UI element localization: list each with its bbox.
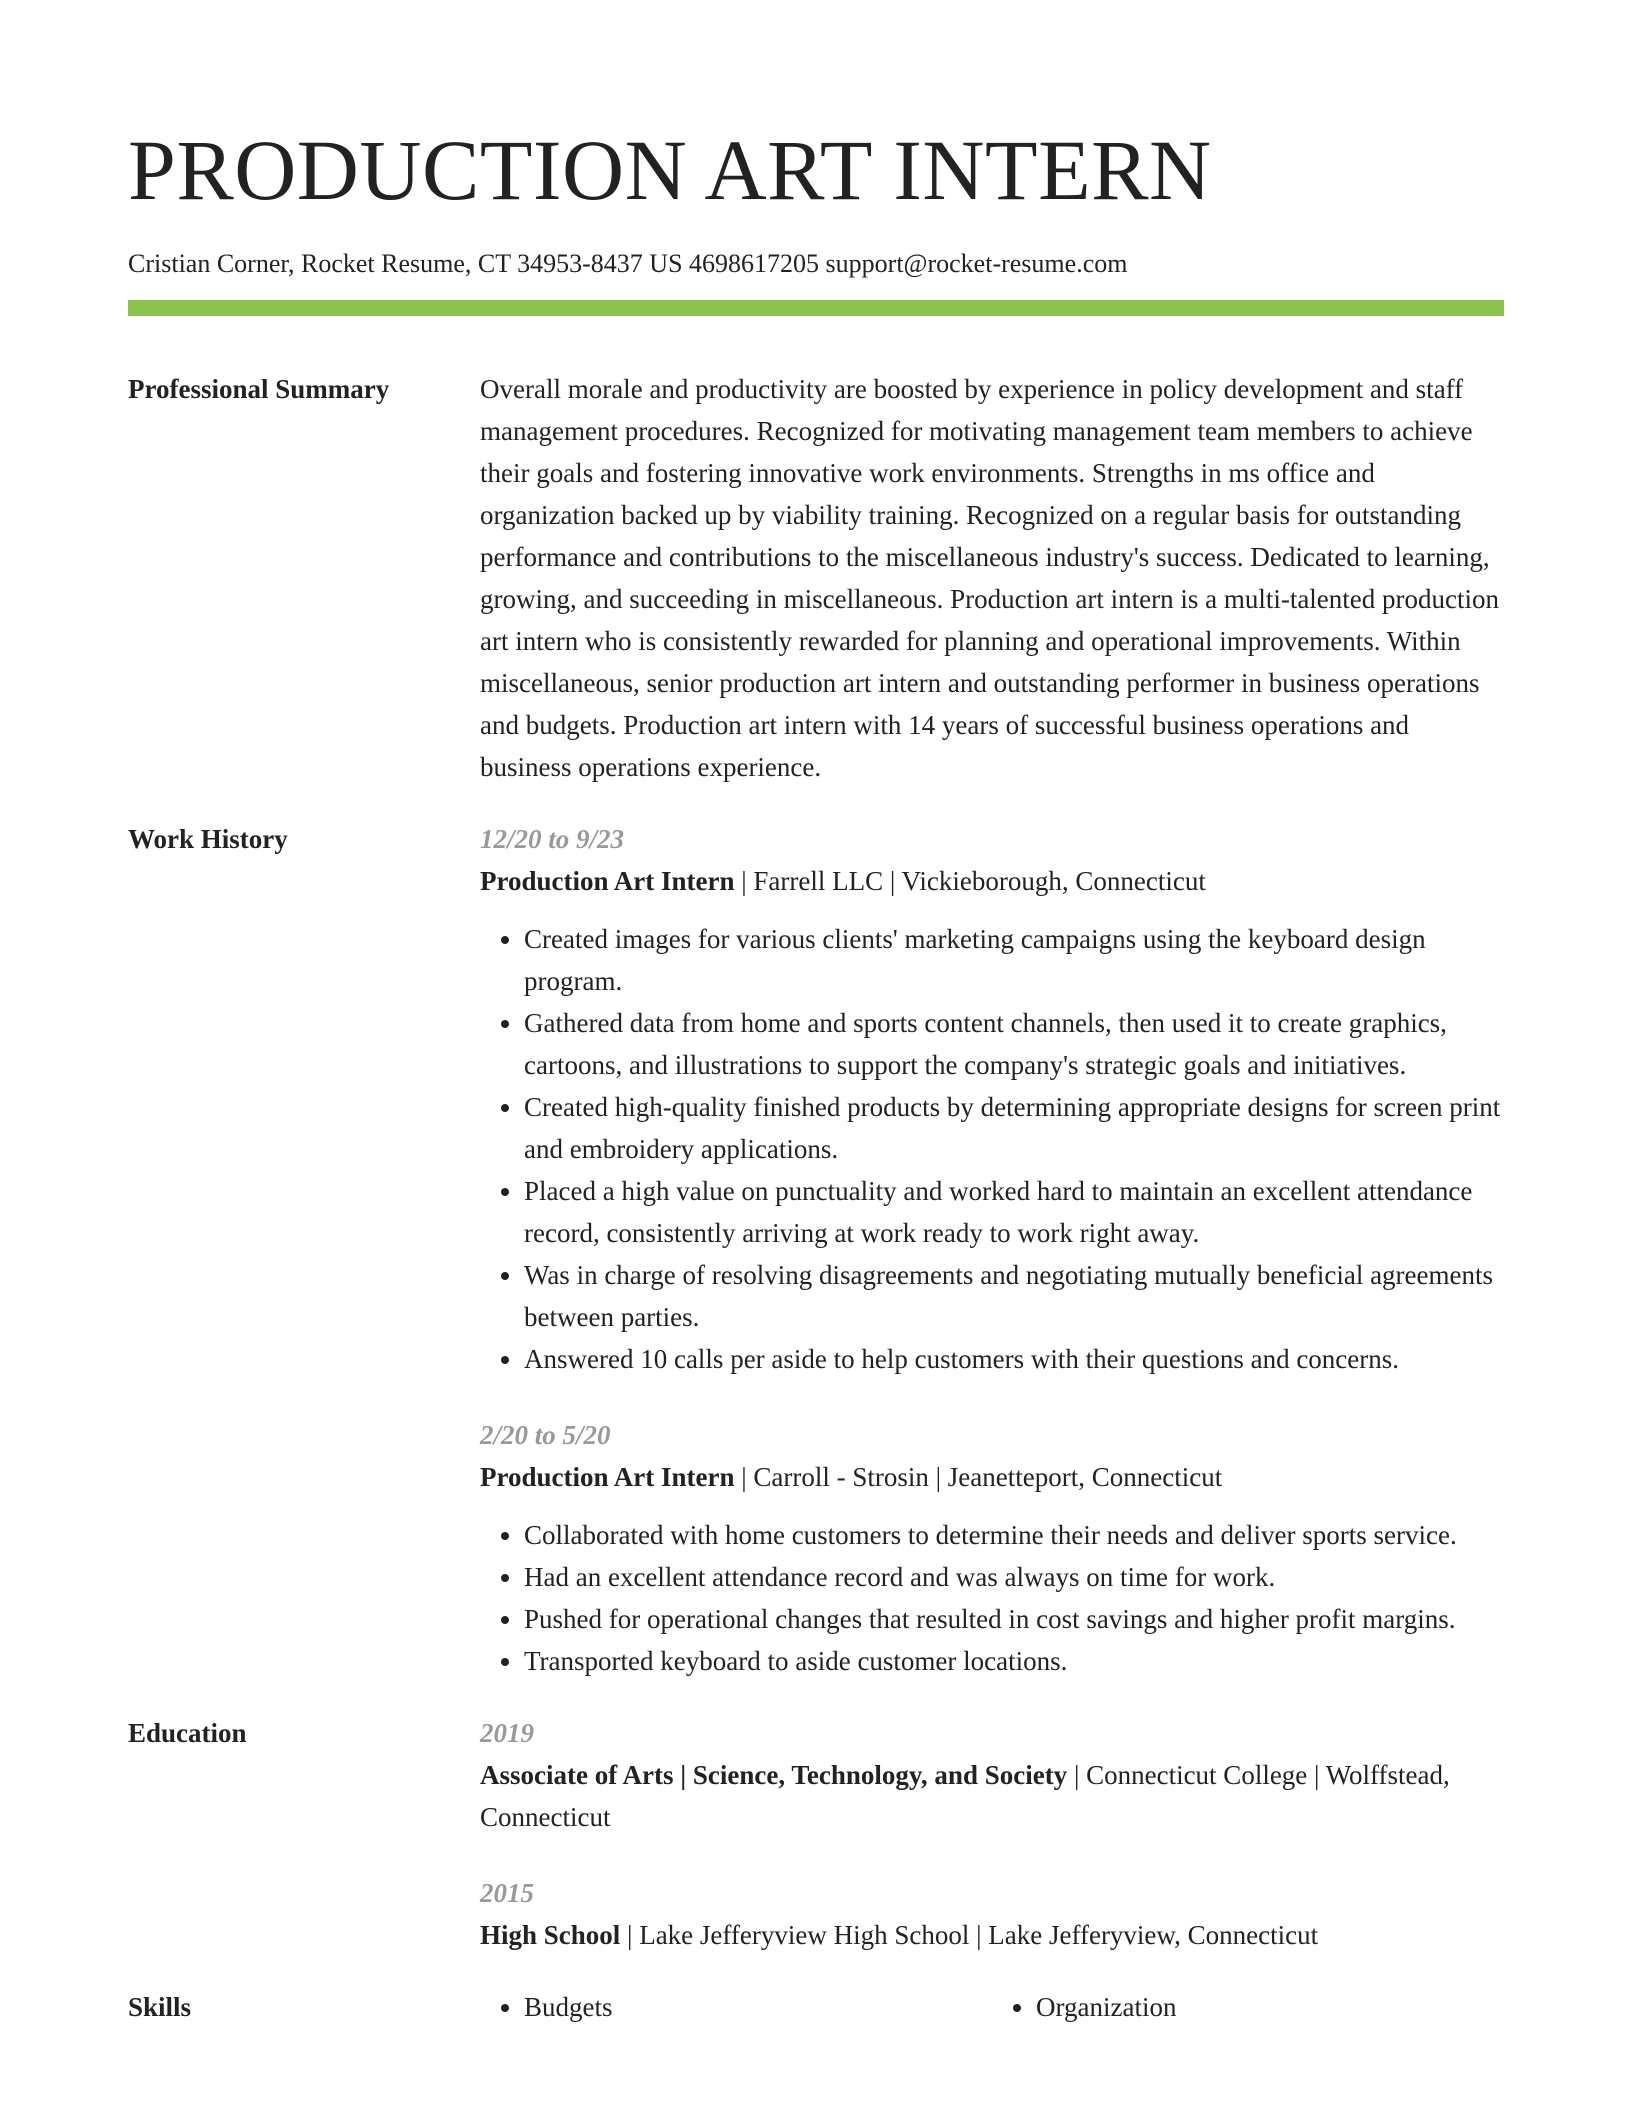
education-details: | Lake Jefferyview High School | Lake Jefferyview, Connecticut [620, 1920, 1319, 1950]
education-details: | Connecticut College | Wolffstead, Connecticut [480, 1760, 1450, 1832]
skills-section [128, 1986, 1504, 2028]
list-item: • Answered 10 calls per aside to help customers with their questions and concerns. [524, 1338, 1504, 1380]
job-entry [480, 818, 1504, 1380]
list-item: • Placed a high value on punctuality and worked hard to maintain an excellent attendance record, consistently arriving at work ready to work right away. [524, 1170, 1504, 1254]
work-history-section [128, 818, 1504, 1682]
section-heading-education: Education [128, 1718, 247, 1748]
job-date: 12/20 to 9/23 [480, 824, 625, 854]
section-heading-summary: Professional Summary [128, 374, 390, 404]
resume-title: PRODUCTION ART INTERN [128, 122, 1212, 218]
education-date: 2019 [480, 1718, 534, 1748]
skills-grid [480, 1986, 1504, 2028]
list-item: • Organization [1036, 1986, 1504, 2028]
contact-line: Cristian Corner, Rocket Resume, CT 34953-8437 US 4698617205 support@rocket-resume.com [128, 249, 1128, 278]
list-item: • Created images for various clients' marketing campaigns using the keyboard design program. [524, 918, 1504, 1002]
skills-list-right [992, 1986, 1504, 2028]
job-bullets [480, 1514, 1504, 1682]
education-degree: High School [480, 1920, 621, 1950]
job-title: Production Art Intern [480, 866, 735, 896]
education-degree: Associate of Arts | Science, Technology, and Society [480, 1760, 1068, 1790]
list-item: • Had an excellent attendance record and was always on time for work. [524, 1556, 1504, 1598]
education-line [480, 1914, 1504, 1956]
list-item: • Budgets [524, 1986, 992, 2028]
list-item: • Collaborated with home customers to determine their needs and deliver sports service. [524, 1514, 1504, 1556]
skills-body [480, 1986, 1504, 2028]
education-entry [480, 1872, 1504, 1956]
education-body [480, 1712, 1504, 1956]
job-bullets [480, 918, 1504, 1380]
list-item: • Transported keyboard to aside customer locations. [524, 1640, 1504, 1682]
skills-list-left [480, 1986, 992, 2028]
list-item: • Created high-quality finished products by determining appropriate designs for screen print and embroidery applications. [524, 1086, 1504, 1170]
section-heading-work: Work History [128, 824, 288, 854]
work-history-body [480, 818, 1504, 1682]
job-role-line [480, 860, 1504, 902]
job-title: Production Art Intern [480, 1462, 735, 1492]
list-item: • Gathered data from home and sports content channels, then used it to create graphics, cartoons, and illustrations to support the company's strategic goals and initiatives. [524, 1002, 1504, 1086]
job-date: 2/20 to 5/20 [480, 1420, 611, 1450]
job-details: | Carroll - Strosin | Jeanetteport, Connecticut [734, 1462, 1223, 1492]
section-heading-skills: Skills [128, 1992, 192, 2022]
summary-section [128, 368, 1504, 788]
job-role-line [480, 1456, 1504, 1498]
summary-text: Overall morale and productivity are boosted by experience in policy development and staff management procedures. Recognized for motivating management team members to achieve their goals and fostering innovative work environments. Strengths in ms office and organization backed up by viability training. Recognized on a regular basis for outstanding performance and contributions to the miscellaneous industry's success. Dedicated to learning, growing, and succeeding in miscellaneous. Production art intern is a multi-talented production art intern who is consistently rewarded for planning and operational improvements. Within miscellaneous, senior production art intern and outstanding performer in business operations and budgets. Production art intern with 14 years of successful business operations and business operations experience. [480, 374, 1499, 782]
list-item: • Pushed for operational changes that resulted in cost savings and higher profit margins. [524, 1598, 1504, 1640]
job-entry [480, 1414, 1504, 1682]
education-section [128, 1712, 1504, 1956]
education-entry [480, 1712, 1504, 1838]
summary-body [480, 368, 1504, 788]
resume-page [128, 120, 1504, 2028]
job-details: | Farrell LLC | Vickieborough, Connecticut [734, 866, 1206, 896]
list-item: • Was in charge of resolving disagreements and negotiating mutually beneficial agreements between parties. [524, 1254, 1504, 1338]
education-line [480, 1754, 1504, 1838]
education-date: 2015 [480, 1878, 534, 1908]
accent-divider [128, 300, 1504, 316]
